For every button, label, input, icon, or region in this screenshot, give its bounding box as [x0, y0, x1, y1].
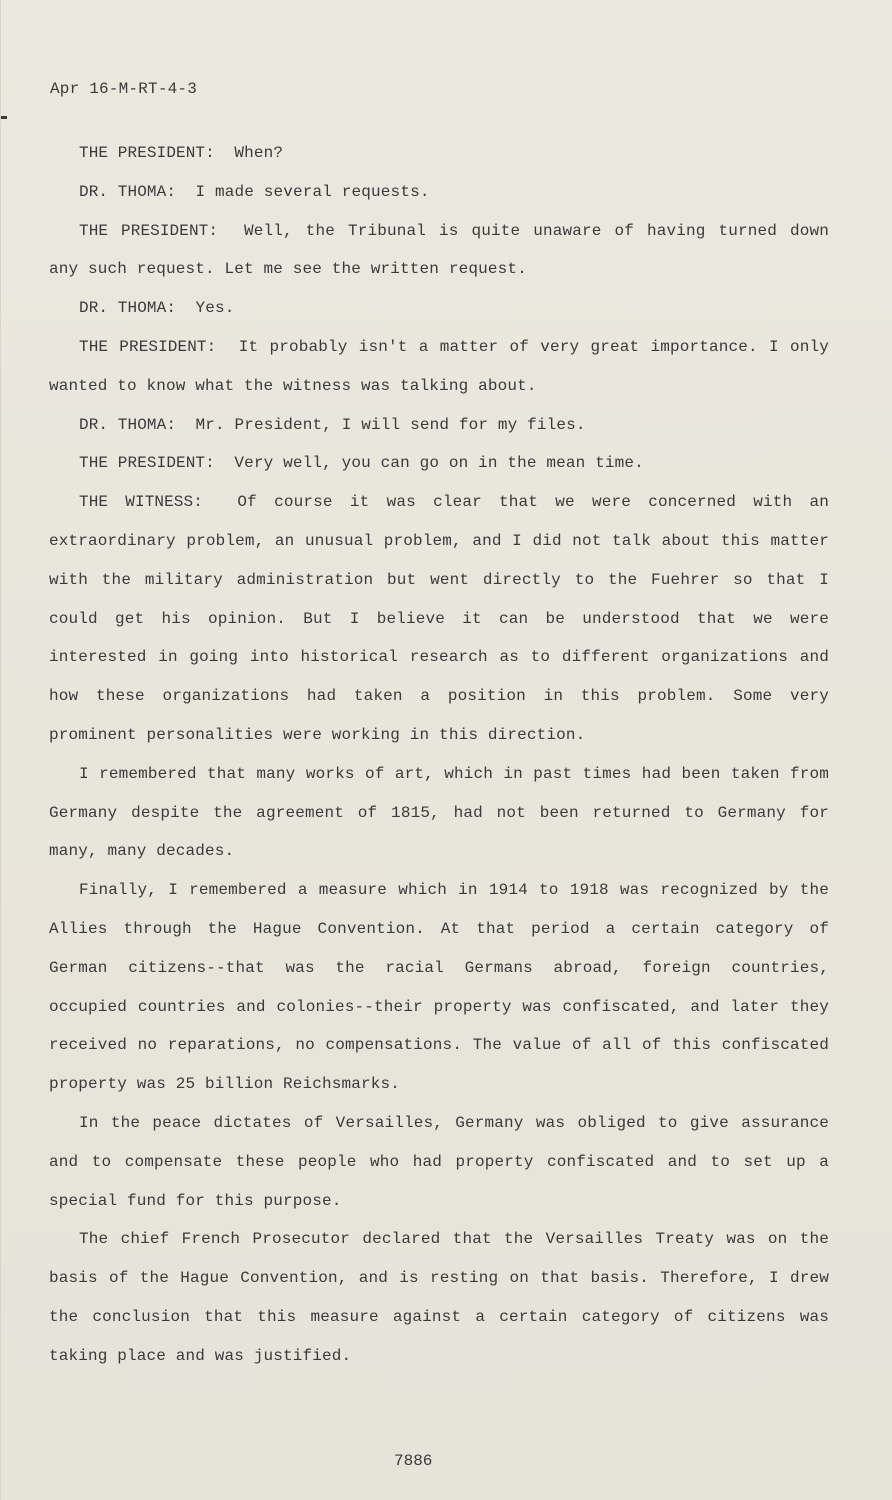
transcript-body: [49, 134, 829, 1376]
paragraph: [49, 289, 829, 328]
paragraph: [49, 1104, 829, 1220]
speaker-label: THE PRESIDENT:: [79, 337, 217, 356]
paragraph-text: The chief French Prosecutor declared that the Versailles Treaty was on the basis of the Hague Convention, and is resting on that basis. Therefore, I drew the conclusion that this measure against a certain category of citizens was taking place and was justified.: [49, 1230, 829, 1365]
paragraph-text: I remembered that many works of art, which in past times had been taken from Germany despite the agreement of 1815, had not been returned to Germany for many, many decades.: [49, 764, 829, 861]
paragraph-text: I made several requests.: [195, 182, 430, 201]
paragraph-text: When?: [234, 144, 284, 162]
paragraph: [49, 755, 829, 871]
paragraph: [49, 212, 829, 290]
paragraph: [49, 871, 829, 1104]
speaker-label: DR. THOMA:: [79, 415, 177, 434]
speaker-label: THE PRESIDENT:: [79, 221, 219, 240]
paragraph-text: Yes.: [195, 299, 235, 318]
paragraph-text: In the peace dictates of Versailles, Germany was obliged to give assurance and to compensate these people who had property confiscated and to set up a special fund for this purpose.: [49, 1113, 829, 1210]
paragraph: [49, 406, 829, 445]
paragraph-text: Mr. President, I will send for my files.: [195, 415, 586, 434]
paragraph: [49, 134, 829, 173]
paragraph-text: Finally, I remembered a measure which in 1914 to 1918 was recognized by the Allies through the Hague Convention. At that period a certain category of German citizens--that was the racial Germans abroad, foreign countries, occupied countries and colonies--their property was confiscated, and later they received no reparations, no compensations. The value of all of this confiscated property was 25 billion Reichsmarks.: [49, 881, 829, 1094]
margin-mark: [1, 116, 7, 119]
paragraph-text: It probably isn't a matter of very great importance. I only wanted to know what the witness was talking about.: [49, 337, 829, 395]
page-number: 7886: [394, 1452, 433, 1470]
speaker-label: DR. THOMA:: [79, 182, 177, 201]
paragraph: [49, 173, 829, 212]
speaker-label: THE PRESIDENT:: [79, 454, 215, 473]
speaker-label: DR. THOMA:: [79, 299, 177, 318]
paragraph: [49, 483, 829, 755]
paragraph: [49, 1220, 829, 1375]
speaker-label: THE WITNESS:: [79, 493, 203, 512]
paragraph-text: Well, the Tribunal is quite unaware of having turned down any such request. Let me see the written request.: [49, 221, 829, 279]
header-code: Apr 16-M-RT-4-3: [50, 80, 198, 98]
paragraph-text: Very well, you can go on in the mean time.: [234, 454, 644, 473]
paragraph: [49, 328, 829, 406]
paragraph-text: Of course it was clear that we were concerned with an extraordinary problem, an unusual problem, and I did not talk about this matter with the military administration but went directly to the Fuehrer so that I could get his opinion. But I believe it can be understood that we were interested in going into historical research as to different organizations and how these organizations had taken a position in this problem. Some very prominent personalities were working in this direction.: [49, 493, 829, 744]
speaker-label: THE PRESIDENT:: [79, 144, 215, 162]
paragraph: [49, 444, 829, 483]
